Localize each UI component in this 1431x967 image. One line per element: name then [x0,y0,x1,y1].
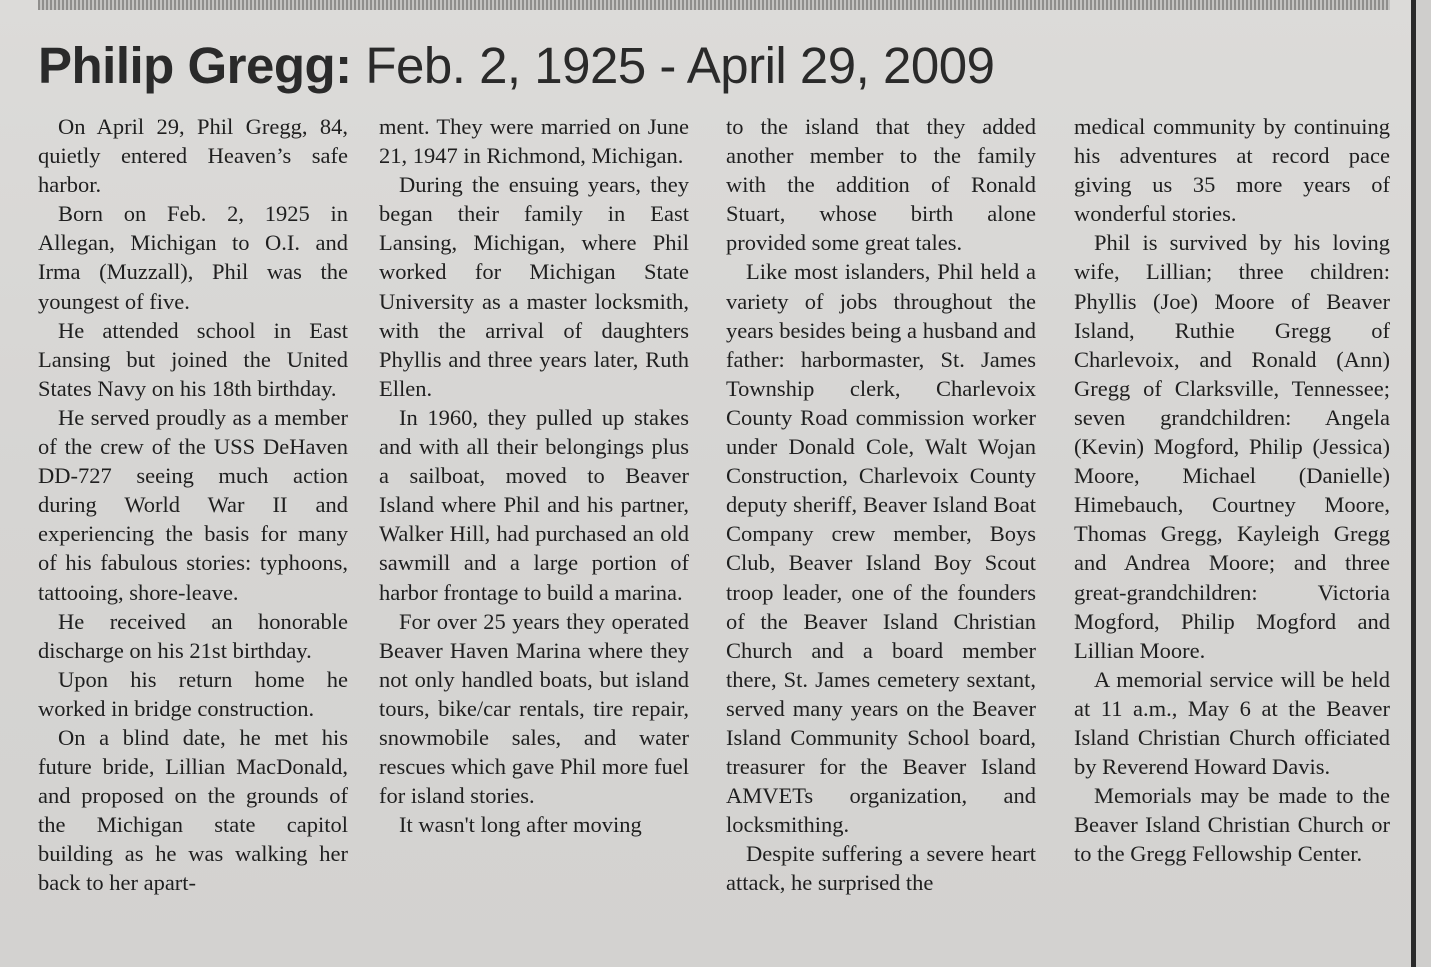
adjacent-column-edge [1416,0,1431,967]
paragraph: During the ensuing years, they began their family in East Lansing, Michigan, where Phil worked for Michigan State University as a master locksmith, with the arrival of daughters Phyllis and three years later, Ruth Ellen. [379,172,689,401]
paragraph: ment. They were married on June 21, 1947 in Richmond, Michigan. [379,114,689,169]
headline-dates: Feb. 2, 1925 - April 29, 2009 [365,37,995,94]
article-column-1 [38,112,348,962]
paragraph: medical community by continuing his adventures at record pace giving us 35 more years of wonderful stories. [1074,114,1390,227]
paragraph: Like most islanders, Phil held a variety of jobs throughout the years besides being a husband and father: harbormaster, St. James Township clerk, Charlevoix County Road commission worker under Donald Cole, Walt Wojan Construction, Charlevoix County deputy sheriff, Beaver Island Boat Company crew member, Boys Club, Beaver Island Boy Scout troop leader, one of the founders of the Beaver Island Christian Church and a board member there, St. James cemetery sextant, served many years on the Beaver Island Community School board, treasurer for the Beaver Island AMVETs organization, and locksmithing. [726,259,1036,838]
headline-name: Philip Gregg: [38,37,352,94]
paragraph: to the island that they added another member to the family with the addition of Ronald Stuart, whose birth alone provided some great tales. [726,114,1036,256]
article-column-3 [726,112,1036,962]
paragraph: In 1960, they pulled up stakes and with all their belongings plus a sailboat, moved to Beaver Island where Phil and his partner, Walker Hill, had purchased an old sawmill and a large portion of harbor frontage to build a marina. [379,404,689,605]
paragraph: Phil is survived by his loving wife, Lillian; three children: Phyllis (Joe) Moore of Beaver Island, Ruthie Gregg of Charlevoix, and Ronald (Ann) Gregg of Clarksville, Tennessee; seven grandchildren: Angela (Kevin) Mogford, Philip (Jessica) Moore, Michael (Danielle) Himebauch, Courtney Moore, Thomas Gregg, Kayleigh Gregg and Andrea Moore; and three great-grandchildren: Victoria Mogford, Philip Mogford and Lillian Moore. [1074,230,1390,663]
paragraph: Upon his return home he worked in bridge construction. [38,666,348,721]
paragraph: Memorials may be made to the Beaver Island Christian Church or to the Gregg Fellowship Center. [1074,783,1390,867]
obituary-headline [38,34,994,104]
paragraph: Born on Feb. 2, 1925 in Allegan, Michigan to O.I. and Irma (Muzzall), Phil was the youngest of five. [38,201,348,314]
paragraph: On a blind date, he met his future bride, Lillian MacDonald, and proposed on the grounds of the Michigan state capitol building as he was walking her back to her apart- [38,724,348,896]
paragraph: He received an honorable discharge on his 21st birthday. [38,608,348,663]
paragraph: On April 29, Phil Gregg, 84, quietly entered Heaven’s safe harbor. [38,114,348,198]
paragraph: He served proudly as a member of the crew of the USS DeHaven DD-727 seeing much action during World War II and experiencing the basis for many of his fabulous stories: typhoons, tattooing, shore-leave. [38,404,348,605]
paragraph: Despite suffering a severe heart attack, he surprised the [726,841,1036,896]
paragraph: For over 25 years they operated Beaver Haven Marina where they not only handled boats, but island tours, bike/car rentals, tire repair, snowmobile sales, and water rescues which gave Phil more fuel for island stories. [379,608,689,809]
paragraph: A memorial service will be held at 11 a.m., May 6 at the Beaver Island Christian Church officiated by Reverend Howard Davis. [1074,666,1390,780]
article-column-2 [379,112,689,962]
top-rule [38,0,1390,10]
paragraph: He attended school in East Lansing but joined the United States Navy on his 18th birthday. [38,317,348,401]
paragraph: It wasn't long after moving [399,812,642,838]
article-column-4 [1074,112,1390,962]
